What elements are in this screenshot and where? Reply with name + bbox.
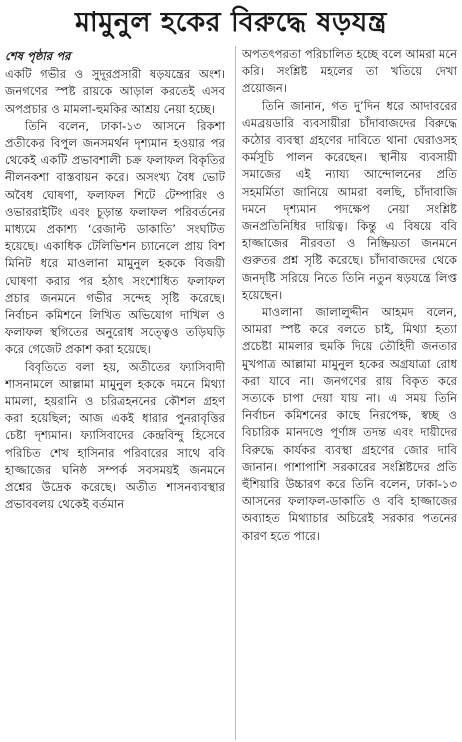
paragraph: অপতৎপরতা পরিচালিত হচ্ছে বলে আমরা মনে করি। সংশ্লিষ্ট মহলের তা খতিয়ে দেখা প্রয়োজন। — [241, 47, 457, 96]
right-column — [235, 46, 457, 740]
continued-from-label: শেষ পৃষ্ঠার পর — [5, 49, 71, 63]
paragraph: তিনি জানান, গত দু’দিন ধরে আদাবরের এমব্রয়ডারি ব্যবসায়ীরা চাঁদাবাজদের বিরুদ্ধে কঠোর ব্যবস্থা গ্রহণের দাবিতে থানা ঘেরাওসহ কর্মসূচি পালন করেছেন। স্থানীয় ব্যবসায়ী সমাজের এই ন্যায্য আন্দোলনের প্রতি সহমর্মিতা জানিয়ে আমরা বলছি, চাঁদাবাজি দমনে দৃশ্যমান পদক্ষেপ নেয়া সংশ্লিষ্ট জনপ্রতিনিধির দায়িত্ব। কিন্তু এ বিষয়ে ববি হাজ্জাজের নীরবতা ও নিষ্ক্রিয়তা জনমনে গুরুতর প্রশ্ন সৃষ্টি করেছে। চাঁদাবাজদের থেকে জনদৃষ্টি সরিয়ে নিতে তিনি নতুন ষড়যন্ত্রে লিপ্ত হয়েছেন। — [241, 98, 457, 302]
paragraph: মাওলানা জালালুদ্দীন আহমদ বলেন, আমরা স্পষ্ট করে বলতে চাই, মিথ্যা হত্যা প্রচেষ্টা মামলার হুমকি দিয়ে তৌহিদী জনতার মুখপাত্র আল্লামা মামুনুল হকের অগ্রযাত্রা রোধ করা যাবে না। জনগণের রায় বিকৃত করে সত্যকে চাপা দেয়া যায় না। এ সময় তিনি নির্বাচন কমিশনের কাছে নিরপেক্ষ, স্বচ্ছ ও বিচারিক মানদণ্ডে পূর্ণাঙ্গ তদন্ত এবং দায়ীদের বিরুদ্ধে কার্যকর ব্যবস্থা গ্রহণের জোর দাবি জানান। পাশাপাশি সরকারের সংশ্লিষ্টদের প্রতি হুঁশিয়ারি উচ্চারণ করে তিনি বলেন, ঢাকা-১৩ আসনের ফলাফল-ডাকাতি ও ববি হাজ্জাজের অব্যাহত মিথ্যাচার অচিরেই সরকার পতনের কারণ হতে পারে। — [241, 305, 457, 543]
paragraph: তিনি বলেন, ঢাকা-১৩ আসনে রিকশা প্রতীকের বিপুল জনসমর্থন দৃশ্যমান হওয়ার পর থেকেই একটি প্রভাবশালী চক্র ফলাফল বিকৃতির নীলনকশা বাস্তবায়ন করে। অসংখ্য বৈধ ভোট অবৈধ ঘোষণা, ফলাফল শিটে টেম্পারিং ও ওভাররাইটিং এবং চূড়ান্ত ফলাফল পরিবর্তনের মাধ্যমে প্রকাশ্য ‘রেজাল্ট ডাকাতি’ সংঘটিত হয়েছে। একাধিক টেলিভিশন চ্যানেলে প্রায় বিশ মিনিট ধরে মাওলানা মামুনুল হককে বিজয়ী ঘোষণা করার পর হঠাৎ সংশোধিত ফলাফল প্রচার জনমনে গভীর সন্দেহ সৃষ্টি করেছে। নির্বাচন কমিশনে লিখিত অভিযোগ দাখিল ও ফলাফল স্থগিতের অনুরোধ সত্ত্বেও তড়িঘড়ি করে গেজেট প্রকাশ করা হয়েছে। — [5, 118, 225, 357]
paragraph: বিবৃতিতে বলা হয়, অতীতের ফ্যাসিবাদী শাসনামলে আল্লামা মামুনুল হককে দমনে মিথ্যা মামলা, হয়রানি ও চরিত্রহননের কৌশল গ্রহণ করা হয়েছিল; আজ একই ধারার পুনরাবৃত্তির চেষ্টা দৃশ্যমান। ফ্যাসিবাদের কেন্দ্রবিন্দু হিসেবে পরিচিত শেখ হাসিনার পরিবারের সাথে ববি হাজ্জাজের ঘনিষ্ঠ সম্পর্ক সবসময়ই জনমনে প্রশ্নের উদ্রেক করেছে। অতীত শাসনব্যবস্থার প্রভাববলয় থেকেই বর্তমান — [5, 359, 225, 512]
article-body — [5, 46, 457, 740]
left-column — [5, 46, 225, 740]
paragraph: একটি গভীর ও সুদূরপ্রসারী ষড়যন্ত্রের অংশ। জনগণের স্পষ্ট রায়কে আড়াল করতেই এসব অপপ্রচার ও মামলা-হুমকির আশ্রয় নেয়া হচ্ছে। — [5, 67, 225, 116]
article-headline: মামুনুল হকের বিরুদ্ধে ষড়যন্ত্র — [74, 7, 388, 38]
